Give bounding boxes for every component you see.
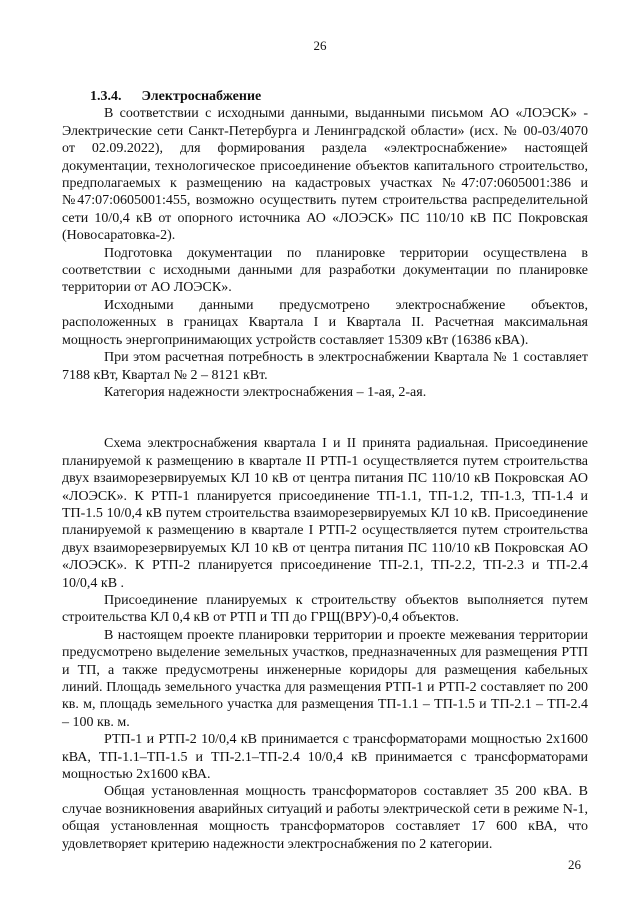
paragraph-reliability: Категория надежности электроснабжения – 1-ая, 2-ая.	[104, 384, 427, 400]
paragraph-connection: Присоединение планируемых к строительству объектов выполняется путем строительства КЛ 0,4 кВ от РТП и ТП до ГРЩ(ВРУ)-0,4 объектов.	[62, 592, 588, 626]
spacer	[62, 401, 588, 435]
section-heading	[90, 88, 588, 105]
paragraph-total-power: Общая установленная мощность трансформаторов составляет 35 200 кВА. В случае возникновения аварийных ситуаций и работы электрической сети в режиме N-1, общая установленная мощность трансформаторов составляет 17 600 кВА, что удовлетворяет критерию надежности электроснабжения по 2 категории.	[62, 784, 588, 852]
paragraph-source-data: В соответствии с исходными данными, выданными письмом АО «ЛОЭСК» - Электрические сети Санкт-Петербурга и Ленинградской области» (исх. № 00-03/4070 от 02.09.2022), для формирования раздела «электроснабжение» настоящей документации, технологическое присоединение объектов капитального строительство, предполагаемых к размещению на кадастровых участках №47:07:0605001:386 и №47:07:0605001:455, возможно осуществить путем строительства распределительной сети 10/0,4 кВ от опорного источника АО «ЛОЭСК» ПС 110/10 кВ ПС Покровская (Новосаратовка-2).	[62, 106, 588, 244]
paragraph-capacity: Исходными данными предусмотрено электроснабжение объектов, расположенных в границах Квартала I и Квартала II. Расчетная максимальная мощность энергопринимающих устройств составляет 15309 кВт (16386 кВА).	[62, 297, 588, 348]
section-title: Электроснабжение	[141, 89, 262, 104]
page-number-top: 26	[313, 38, 327, 53]
paragraph-demand: При этом расчетная потребность в электроснабжении Квартала № 1 составляет 7188 кВт, Квартал № 2 – 8121 кВт.	[62, 350, 588, 383]
paragraph-scheme: Схема электроснабжения квартала I и II принята радиальная. Присоединение планируемой к размещению в квартале II РТП-1 осуществляется путем строительства двух взаиморезервируемых КЛ 10 кВ от центра питания ПС 110/10 кВ Покровская АО «ЛОЭСК». К РТП-1 планируется присоединение ТП-1.1, ТП-1.2, ТП-1.3, ТП-1.4 и ТП-1.5 10/0,4 кВ путем строительства взаиморезервируемых КЛ 10 кВ. Присоединение планируемой к размещению в квартале I РТП-2 осуществляется путем строительства двух взаиморезервируемых КЛ 10 кВ от центра питания ПС 110/10 кВ Покровская АО «ЛОЭСК». К РТП-2 планируется присоединение ТП-2.1, ТП-2.2, ТП-2.3 и ТП-2.4 10/0,4 кВ .	[62, 436, 588, 591]
page-number-bottom: 26	[568, 857, 581, 872]
document-body	[62, 88, 588, 853]
paragraph-preparation: Подготовка документации по планировке территории осуществлена в соответствии с исходными данными для разработки документации по планировке территории от АО ЛОЭСК».	[62, 245, 588, 296]
paragraph-land-plots: В настоящем проекте планировки территории и проекте межевания территории предусмотрено выделение земельных участков, предназначенных для размещения РТП и ТП, а также предусмотрены инженерные коридоры для размещения кабельных линий. Площадь земельного участка для размещения РТП-1 и РТП-2 составляет по 200 кв. м, площадь земельного участка для размещения ТП-1.1 – ТП-1.5 и ТП-2.1 – ТП-2.4 – 100 кв. м.	[62, 627, 588, 730]
paragraph-transformers: РТП-1 и РТП-2 10/0,4 кВ принимается с трансформаторами мощностью 2х1600 кВА, ТП-1.1–ТП-1.5 и ТП-2.1–ТП-2.4 10/0,4 кВ принимается с трансформаторами мощностью 2х1600 кВА.	[62, 732, 588, 783]
section-number: 1.3.4.	[90, 89, 122, 104]
